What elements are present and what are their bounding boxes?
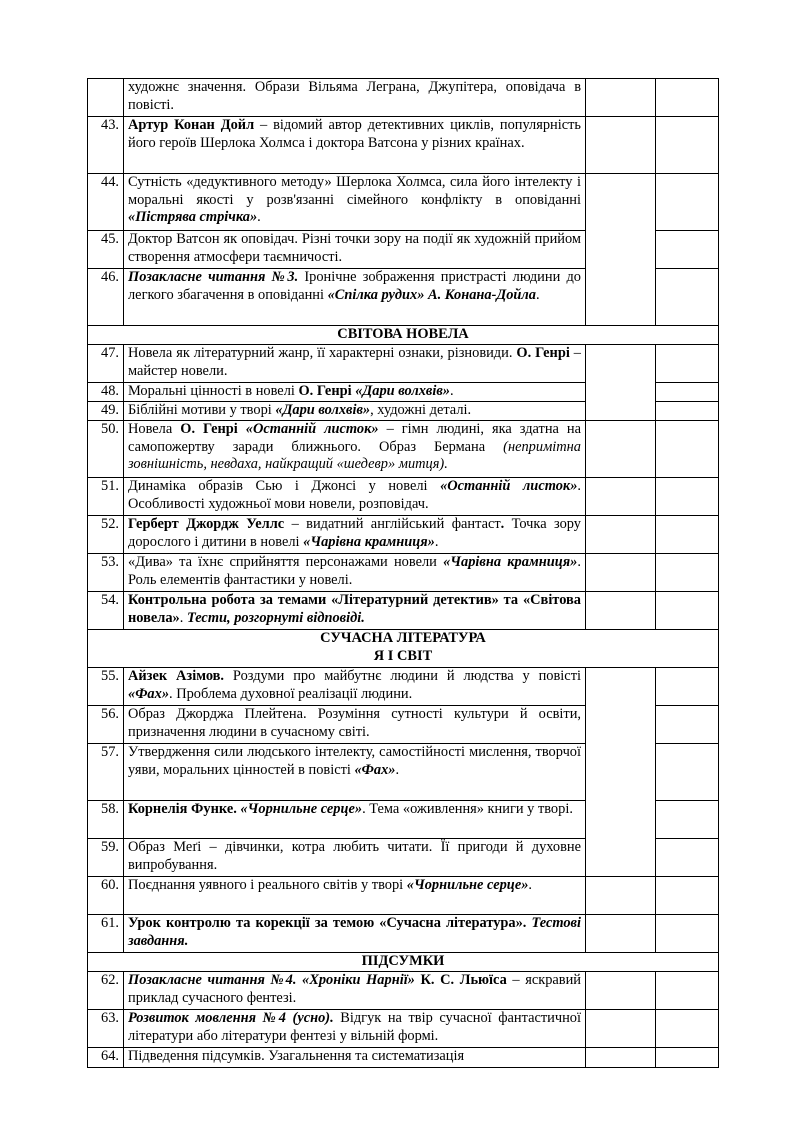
notes-cell bbox=[656, 706, 719, 744]
topic-text-run: . bbox=[449, 383, 454, 399]
lesson-topic bbox=[124, 706, 586, 744]
section-title-line: СВІТОВА НОВЕЛА bbox=[337, 326, 469, 342]
topic-text-run: . bbox=[535, 286, 540, 303]
lesson-row bbox=[88, 972, 719, 1010]
date-cell bbox=[586, 915, 656, 953]
lesson-topic bbox=[124, 478, 586, 516]
topic-text-run: Сутність «дедуктивного методу» Шерлока Холмса, сила його інтелекту і моральні якості у розв'язанні сімейного конфлікту в оповіданні bbox=[128, 174, 581, 208]
notes-cell bbox=[656, 383, 719, 402]
lesson-number: 64. bbox=[88, 1048, 124, 1068]
lesson-topic bbox=[124, 744, 586, 801]
date-cell bbox=[586, 421, 656, 478]
lesson-number: 50. bbox=[88, 421, 124, 478]
topic-text-run: Позакласне читання №4. «Хроніки Нарнії» bbox=[128, 972, 415, 988]
lesson-topic bbox=[124, 915, 586, 953]
date-cell bbox=[586, 1010, 656, 1048]
date-cell bbox=[586, 1048, 656, 1068]
topic-text-run: . Проблема духовної реалізації людини. bbox=[169, 685, 413, 702]
lesson-row bbox=[88, 516, 719, 554]
date-cell bbox=[586, 972, 656, 1010]
date-cell bbox=[586, 345, 656, 421]
notes-cell bbox=[656, 516, 719, 554]
notes-cell bbox=[656, 668, 719, 706]
notes-cell bbox=[656, 478, 719, 516]
notes-cell bbox=[656, 1010, 719, 1048]
topic-text-run: «Останній листок» bbox=[440, 478, 578, 494]
lesson-number: 62. bbox=[88, 972, 124, 1010]
notes-cell bbox=[656, 1048, 719, 1068]
topic-text-run: Доктор Ватсон як оповідач. Різні точки зору на події як художній прийом створення атмосфери таємничості. bbox=[128, 231, 581, 265]
lesson-topic bbox=[124, 554, 586, 592]
topic-text-run: Айзек Азімов. bbox=[128, 668, 225, 684]
date-cell bbox=[586, 554, 656, 592]
topic-text-run: О. Генрі bbox=[516, 345, 570, 361]
topic-text-run: Артур Конан Дойл bbox=[128, 117, 255, 133]
topic-text-run: , художні деталі. bbox=[370, 402, 472, 418]
topic-text-run: Моральні цінності в новелі bbox=[128, 383, 299, 399]
date-cell bbox=[586, 478, 656, 516]
lesson-number: 57. bbox=[88, 744, 124, 801]
topic-text-run: Точка зору дорослого і дитини в новелі bbox=[128, 516, 581, 550]
topic-text-run: . bbox=[179, 609, 187, 626]
lesson-number: 45. bbox=[88, 231, 124, 269]
section-title-line: Я І СВІТ bbox=[373, 647, 433, 664]
lesson-number bbox=[88, 79, 124, 117]
topic-text-run: Образ Джорджа Плейтена. Розуміння сутності культури й освіти, призначення людини в сучасному світі. bbox=[128, 706, 581, 740]
lesson-row bbox=[88, 79, 719, 117]
lesson-number: 56. bbox=[88, 706, 124, 744]
lesson-number: 49. bbox=[88, 402, 124, 421]
notes-cell bbox=[656, 174, 719, 231]
notes-cell bbox=[656, 345, 719, 383]
lesson-number: 53. bbox=[88, 554, 124, 592]
topic-text-run: Позакласне читання №3. bbox=[128, 269, 299, 285]
date-cell bbox=[586, 668, 656, 877]
topic-text-run: «Чарівна крамниця» bbox=[303, 533, 435, 550]
topic-text-run: . bbox=[528, 877, 533, 893]
section-title-line: СУЧАСНА ЛІТЕРАТУРА bbox=[320, 630, 486, 646]
lesson-topic bbox=[124, 269, 586, 326]
section-title-line: ПІДСУМКИ bbox=[361, 953, 445, 969]
lesson-topic bbox=[124, 421, 586, 478]
topic-text-run: – відомий автор детективних циклів, популярність його героїв Шерлока Холмса і доктора Ватсона у різних країнах. bbox=[128, 117, 581, 151]
lesson-topic bbox=[124, 345, 586, 383]
notes-cell bbox=[656, 117, 719, 174]
notes-cell bbox=[656, 269, 719, 326]
lesson-row bbox=[88, 1010, 719, 1048]
lesson-topic bbox=[124, 117, 586, 174]
date-cell bbox=[586, 117, 656, 174]
topic-text-run: Контрольна робота за темами «Літературний детектив» та «Світова новела» bbox=[128, 592, 581, 626]
lesson-number: 47. bbox=[88, 345, 124, 383]
lesson-topic bbox=[124, 1048, 586, 1068]
topic-text-run: Урок контролю та корекції за темою «Сучасна література». bbox=[128, 915, 527, 931]
topic-text-run: О. Генрі bbox=[180, 421, 238, 437]
topic-text-run: Розвиток мовлення №4 (усно). bbox=[128, 1010, 334, 1026]
topic-text-run: – майстер новели. bbox=[128, 345, 581, 379]
date-cell bbox=[586, 174, 656, 326]
topic-text-run: «Чорнильне серце» bbox=[406, 877, 529, 893]
lesson-number: 63. bbox=[88, 1010, 124, 1048]
lesson-number: 43. bbox=[88, 117, 124, 174]
lesson-number: 44. bbox=[88, 174, 124, 231]
topic-text-run: «Дари волхвів» bbox=[275, 402, 371, 418]
topic-text-run: . bbox=[500, 516, 505, 532]
lesson-row bbox=[88, 1048, 719, 1068]
topic-text-run: Біблійні мотиви у творі bbox=[128, 402, 276, 418]
topic-text-run: . bbox=[257, 209, 261, 225]
lesson-row bbox=[88, 554, 719, 592]
lesson-row bbox=[88, 345, 719, 383]
topic-text-run: . Тема «оживлення» книги у творі. bbox=[362, 801, 573, 817]
lesson-topic bbox=[124, 972, 586, 1010]
notes-cell bbox=[656, 915, 719, 953]
lesson-topic bbox=[124, 383, 586, 402]
date-cell bbox=[586, 516, 656, 554]
topic-text-run: – гімн людині, яка здатна на самопожертву заради ближнього. Образ Бермана bbox=[128, 421, 581, 455]
topic-text-run: (непримітна зовнішність, невдаха, найкращий «шедевр» митця). bbox=[128, 438, 581, 472]
section-header-row bbox=[88, 630, 719, 668]
lesson-row bbox=[88, 421, 719, 478]
topic-text-run: «Чорнильне серце» bbox=[240, 801, 363, 817]
topic-text-run: – яскравий приклад сучасного фентезі. bbox=[128, 972, 582, 1006]
notes-cell bbox=[656, 877, 719, 915]
topic-text-run bbox=[238, 421, 246, 437]
date-cell bbox=[586, 592, 656, 630]
lesson-number: 55. bbox=[88, 668, 124, 706]
topic-text-run: – видатний англійський фантаст bbox=[284, 516, 501, 532]
lesson-topic bbox=[124, 1010, 586, 1048]
lesson-row bbox=[88, 592, 719, 630]
notes-cell bbox=[656, 744, 719, 801]
topic-text-run: Образ Меґі – дівчинки, котра любить читати. Її пригоди й духовне випробування. bbox=[128, 839, 581, 873]
notes-cell bbox=[656, 801, 719, 839]
topic-text-run: «Фах» bbox=[128, 685, 170, 702]
topic-text-run: Підведення підсумків. Узагальнення та систематизація bbox=[128, 1048, 465, 1064]
section-title bbox=[88, 326, 719, 345]
section-header-row bbox=[88, 326, 719, 345]
section-header-row bbox=[88, 953, 719, 972]
topic-text-run: Утвердження сили людського інтелекту, самостійності мислення, творчої уяви, моральних цінностей в повісті bbox=[128, 744, 581, 778]
lesson-topic bbox=[124, 668, 586, 706]
topic-text-run: . Роль елементів фантастики у новелі. bbox=[128, 554, 581, 588]
topic-text-run: . Особливості художньої мови новели, розповідач. bbox=[128, 478, 581, 512]
notes-cell bbox=[656, 972, 719, 1010]
lesson-topic bbox=[124, 402, 586, 421]
topic-text-run: Корнелія Функе. bbox=[128, 801, 241, 817]
date-cell bbox=[586, 79, 656, 117]
lesson-number: 58. bbox=[88, 801, 124, 839]
topic-text-run: «Спілка рудих» А. Конана-Дойла bbox=[327, 286, 536, 303]
lesson-topic bbox=[124, 79, 586, 117]
topic-text-run: «Пістрява стрічка» bbox=[128, 209, 258, 225]
lesson-number: 51. bbox=[88, 478, 124, 516]
topic-text-run: «Фах» bbox=[354, 761, 396, 778]
topic-text-run: О. Генрі bbox=[298, 383, 352, 399]
lesson-number: 60. bbox=[88, 877, 124, 915]
topic-text-run: художнє значення. Образи Вільяма Леграна, Джупітера, оповідача в повісті. bbox=[128, 79, 581, 113]
lesson-topic bbox=[124, 839, 586, 877]
topic-text-run: . bbox=[395, 761, 400, 778]
notes-cell bbox=[656, 554, 719, 592]
topic-text-run: Іронічне зображення пристрасті людини до легкого збагачення в оповіданні bbox=[128, 269, 581, 303]
notes-cell bbox=[656, 402, 719, 421]
topic-text-run: Тести, розгорнуті відповіді. bbox=[186, 609, 365, 626]
topic-text-run: Тестові завдання. bbox=[128, 915, 581, 949]
lesson-topic bbox=[124, 231, 586, 269]
lesson-number: 61. bbox=[88, 915, 124, 953]
topic-text-run: Роздуми про майбутнє людини й людства у повісті bbox=[224, 668, 581, 684]
section-title bbox=[88, 953, 719, 972]
lesson-topic bbox=[124, 516, 586, 554]
lesson-row bbox=[88, 877, 719, 915]
lesson-number: 48. bbox=[88, 383, 124, 402]
lesson-row bbox=[88, 668, 719, 706]
lesson-row bbox=[88, 915, 719, 953]
topic-text-run: Поєднання уявного і реального світів у творі bbox=[128, 877, 407, 893]
topic-text-run: Новела як літературний жанр, її характерні ознаки, різновиди. bbox=[128, 345, 517, 361]
topic-text-run: «Останній листок» bbox=[245, 421, 379, 437]
lesson-topic bbox=[124, 801, 586, 839]
topic-text-run: «Чарівна крамниця» bbox=[443, 554, 578, 570]
section-title bbox=[88, 630, 719, 668]
lesson-number: 52. bbox=[88, 516, 124, 554]
topic-text-run: Герберт Джордж Уеллс bbox=[128, 516, 285, 532]
topic-text-run: «Дари волхвів» bbox=[355, 383, 450, 399]
notes-cell bbox=[656, 592, 719, 630]
topic-text-run: . bbox=[434, 533, 439, 550]
lesson-topic bbox=[124, 592, 586, 630]
topic-text-run: К. С. Льюїса bbox=[420, 972, 507, 988]
lesson-topic bbox=[124, 174, 586, 231]
topic-text-run: Динаміка образів Сью і Джонсі у новелі bbox=[128, 478, 441, 494]
lesson-number: 46. bbox=[88, 269, 124, 326]
lesson-row bbox=[88, 117, 719, 174]
notes-cell bbox=[656, 421, 719, 478]
lesson-number: 54. bbox=[88, 592, 124, 630]
table-body bbox=[88, 79, 719, 1068]
lesson-topic bbox=[124, 877, 586, 915]
lesson-row bbox=[88, 478, 719, 516]
notes-cell bbox=[656, 231, 719, 269]
date-cell bbox=[586, 877, 656, 915]
topic-text-run: Відгук на твір сучасної фантастичної літератури або літератури фентезі у вільній формі. bbox=[128, 1010, 581, 1044]
lesson-number: 59. bbox=[88, 839, 124, 877]
lesson-plan-table bbox=[87, 78, 719, 1068]
topic-text-run: «Дива» та їхнє сприйняття персонажами новели bbox=[128, 554, 444, 570]
notes-cell bbox=[656, 79, 719, 117]
topic-text-run: Новела bbox=[128, 421, 181, 437]
lesson-row bbox=[88, 174, 719, 231]
notes-cell bbox=[656, 839, 719, 877]
